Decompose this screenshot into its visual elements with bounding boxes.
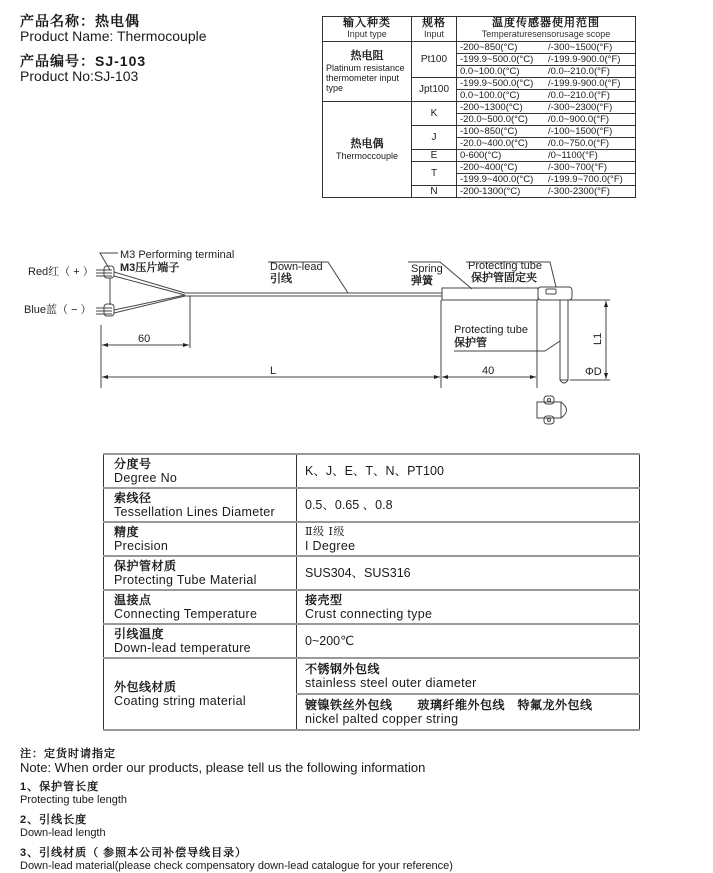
downlead-label-en: Down-lead [270,261,323,273]
range-cell: -20.0~500.0(°C) /0.0~900.0(°F) [457,114,636,126]
table-row [104,590,640,624]
notes-title-cn: 注：定货时请指定 [20,748,116,760]
table-row [104,556,640,590]
notes-title-en: Note: When order our products, please tell us the following information [20,760,426,775]
product-name-en: Product Name: Thermocouple [20,28,207,44]
terminal-leader [100,253,118,270]
range-cell: -199.9~500.0(°C) /-199.9-900.0(°F) [457,54,636,66]
red-terminal-icon [96,266,114,278]
clamp-label-cn: 保护管固定夹 [471,272,537,284]
range-cell: -100~850(°C) /-100~1500(°F) [457,126,636,138]
spec-pt100: Pt100 [412,42,457,78]
red-label: Red红（ + ） [28,266,94,278]
dim-diameter: ΦD [585,366,602,378]
dim-40: 40 [482,365,495,377]
spec-e: E [412,150,457,162]
spec-k: K [412,102,457,126]
range-cell: 0-600(°C) /0~1100(°F) [457,150,636,162]
range-cell: -200~850(°C) /-300~1500(°F) [457,42,636,54]
type-rtd: 热电阻 Platinum resistance thermometer input type [323,42,412,102]
spec-value: SUS304、SUS316 [297,556,640,590]
range-cell: -199.9~400.0(°C) /-199.9~700.0(°F) [457,174,636,186]
spec-jpt100: Jpt100 [412,78,457,102]
range-cell: 0.0~100.0(°C) /0.0--210.0(°F) [457,66,636,78]
spring-label-en: Spring [411,263,443,275]
range-cell: -200~1300(°C) /-300~2300(°F) [457,102,636,114]
spec-label: 索线径 Tessellation Lines Diameter [104,488,297,522]
spec-t: T [412,162,457,186]
spec-value: 接壳型 Crust connecting type [297,590,640,624]
product-no-en: Product No:SJ-103 [20,68,139,84]
spring-label-cn: 弹簧 [411,275,433,287]
terminal-label-en: M3 Performing terminal [120,249,235,261]
input-type-table [322,16,636,198]
spec-value: 不锈钢外包线 stainless steel outer diameter [297,658,640,694]
table-row [104,522,640,556]
table-row [323,42,636,54]
header-scope: 温度传感器使用范围 Temperaturesensorusage scope [457,17,636,42]
table-row [323,102,636,114]
blue-terminal-icon [96,304,114,316]
range-cell: -20.0~400.0(°C) /0.0~750.0(°F) [457,138,636,150]
spec-label: 分度号 Degree No [104,454,297,488]
table-row [104,658,640,694]
product-name-cn: 产品名称：热电偶 [20,13,140,29]
red-wire [114,272,185,293]
product-no-cn: 产品编号：SJ-103 [20,53,147,69]
spec-value: K、J、E、T、N、PT100 [297,454,640,488]
input-table-header [323,17,636,42]
spec-label: 温接点 Connecting Temperature [104,590,297,624]
protecting-tube [560,300,568,380]
dim-L1: L1 [592,332,604,345]
order-notes [20,748,453,873]
dim-L: L [270,365,277,377]
range-cell: 0.0~100.0(°C) /0.0--210.0(°F) [457,90,636,102]
note-item: 3、引线材质（ 参照本公司补偿导线目录） Down-lead material(please check compensatory down-lead catalogue for your reference) [20,847,453,872]
spec-n: N [412,186,457,198]
blue-label: Blue蓝（ − ） [24,304,92,316]
spec-value: 0~200℃ [297,624,640,658]
spring-sleeve [442,288,538,300]
terminal-label-cn: M3压片端子 [120,262,180,274]
spec-value: Ⅱ级 Ⅰ级 I Degree [297,522,640,556]
range-cell: -200~400(°C) /-300~700(°F) [457,162,636,174]
clamp-label-en: Protecting tube [468,260,542,272]
spec-value: 镀镍铁丝外包线 玻璃纤维外包线 特氟龙外包线 nickel palted copper string [297,694,640,730]
tube-label-cn: 保护管 [454,337,487,349]
note-item: 2、引线长度 Down-lead length [20,814,106,839]
header-input-type: 输入种类 Input type [323,17,412,42]
spec-value: 0.5、0.65 、0.8 [297,488,640,522]
type-thermocouple: 热电偶 Thermoccouple [323,102,412,198]
thermocouple-diagram [0,240,713,440]
tube-label-en: Protecting tube [454,324,528,336]
table-row [104,624,640,658]
dim-60: 60 [138,333,151,345]
clamp-end-view-icon [537,396,567,424]
spec-label: 保护管材质 Protecting Tube Material [104,556,297,590]
note-item: 1、保护管长度 Protecting tube length [20,781,128,806]
table-row [104,454,640,488]
spec-label: 外包线材质 Coating string material [104,658,297,730]
downlead-label-cn: 引线 [270,273,292,285]
spec-label: 精度 Precision [104,522,297,556]
spec-j: J [412,126,457,150]
table-row [104,488,640,522]
range-cell: -199.9~500.0(°C) /-199.9-900.0(°F) [457,78,636,90]
blue-wire [114,295,185,310]
spec-table [103,453,640,731]
header-spec: 规格 Input [412,17,457,42]
spec-label: 引线温度 Down-lead temperature [104,624,297,658]
range-cell: -200-1300(°C) /-300-2300(°F) [457,186,636,198]
product-header [20,14,207,84]
